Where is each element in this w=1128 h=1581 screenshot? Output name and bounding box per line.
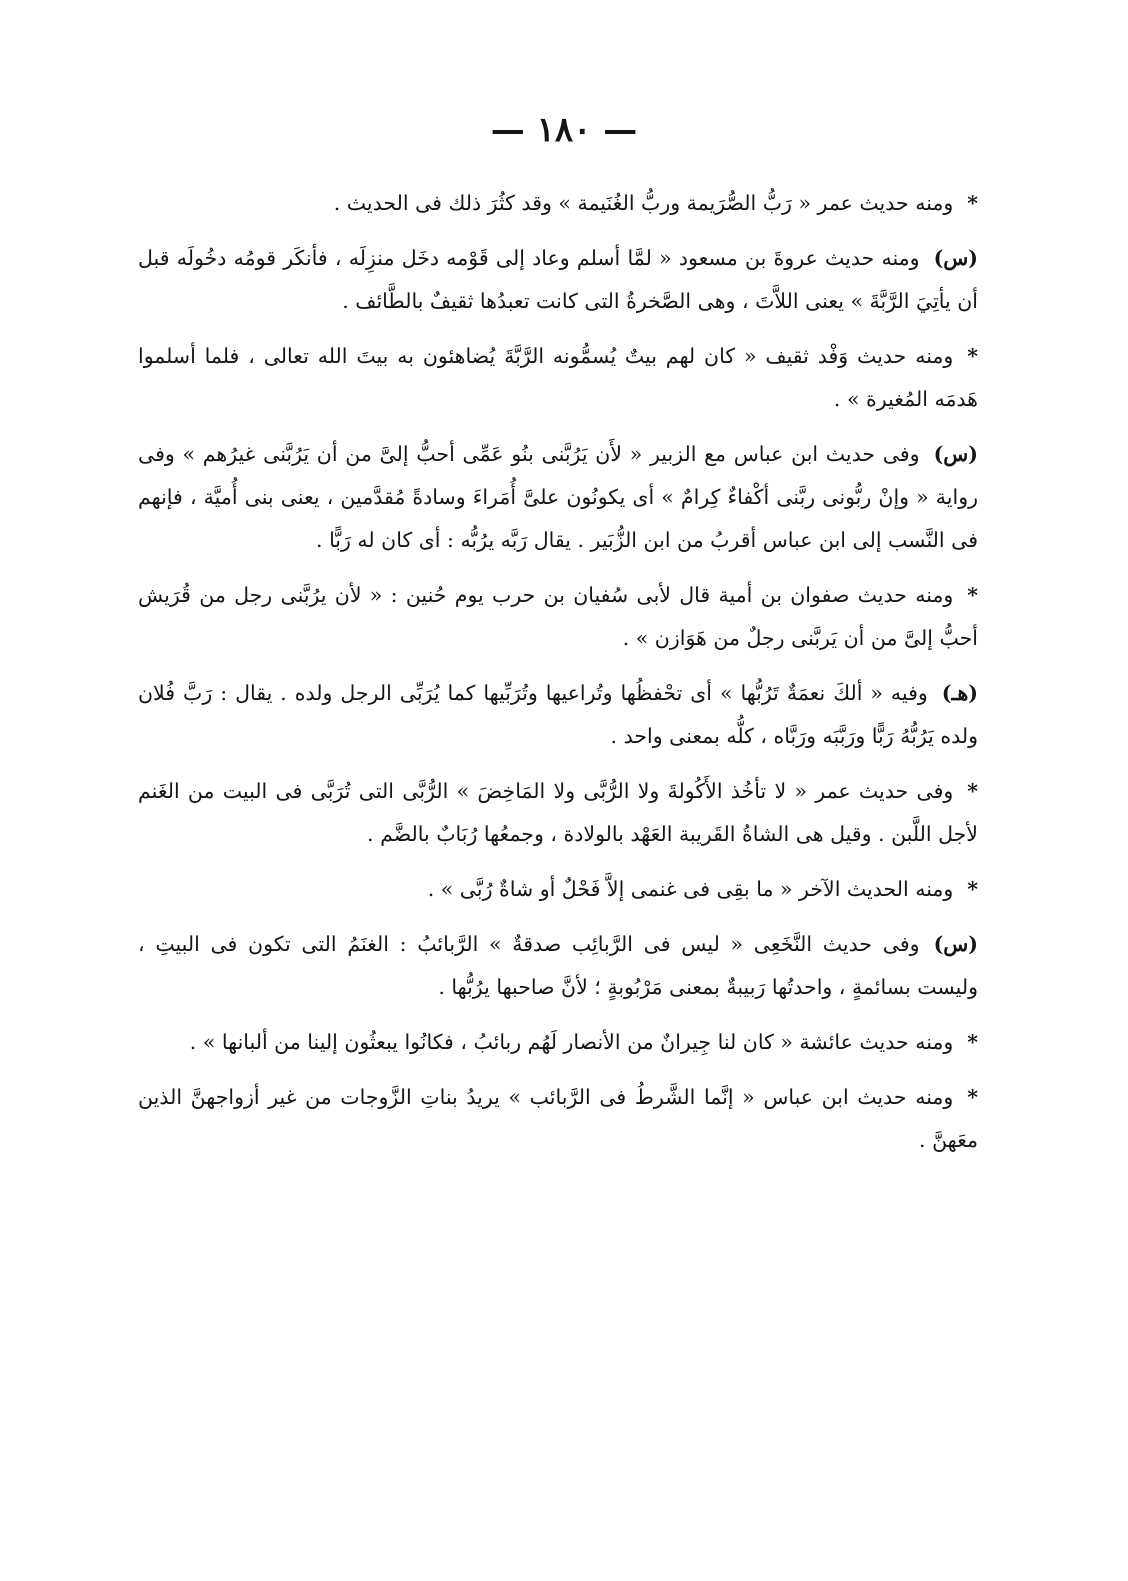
paragraph-marker: * [967, 191, 978, 215]
paragraph-9 [138, 923, 978, 1009]
paragraph-text: وفى حديث عمر « لا تأخُذ الأَكُولةَ ولا الرُّبَّى ولا المَاخِضَ » الرُّبَّى التى تُرَبَّى فى البيت من الغَنم لأجل اللَّبن . وقيل هى الشاةُ القَريبة العَهْد بالولادة ، وجمعُها رُبَابٌ بالضَّم . [138, 779, 978, 846]
paragraph-marker: * [967, 1030, 978, 1054]
paragraph-text: ومنه الحديث الآخر « ما بقِى فى غنمى إلاَّ فَحْلٌ أو شاةٌ رُبَّى » . [427, 877, 954, 901]
paragraph-text: ومنه حديث عمر « رَبُّ الصُّرَيمة وربُّ الغُنَيمة » وقد كثُرَ ذلك فى الحديث . [333, 191, 954, 215]
paragraph-marker: (س) [933, 246, 978, 270]
paragraph-text: ومنه حديث وَفْد ثقيف « كان لهم بيتٌ يُسمُّونه الرَّبَّةَ يُضاهئون به بيتَ الله تعالى ، فلما أسلموا هَدمَه المُغيرة » . [138, 344, 978, 411]
paragraph-marker: * [967, 779, 978, 803]
paragraph-marker: (هـ) [941, 681, 978, 705]
paragraph-text: وفيه « ألكَ نعمَةٌ تَرُبُّها » أى تحْفظُها وتُراعيها وتُرَبِّيها كما يُرَبِّى الرجل ولده . يقال : رَبَّ فُلان ولده يَرُبُّهُ رَبًّا ورَبَّبَه ورَبَّاه ، كلُّه بمعنى واحد . [138, 681, 978, 748]
body-text [138, 182, 978, 1174]
paragraph-text: ومنه حديث ابن عباس « إنَّما الشَّرطُ فى الرَّبائب » يريدُ بناتِ الزَّوجات من غير أزواجهنَّ الذين معَهنَّ . [138, 1085, 978, 1152]
paragraph-marker: * [967, 344, 978, 368]
paragraph-marker: (س) [933, 932, 978, 956]
paragraph-marker: (س) [933, 442, 978, 466]
paragraph-marker: * [967, 583, 978, 607]
paragraph-text: ومنه حديث عروةَ بن مسعود « لمَّا أسلم وعاد إلى قَوْمه دخَل منزِلَه ، فأنكَر قومُه دخُولَه قبل أن يأتِيَ الرَّبَّةَ » يعنى اللاَّتَ ، وهى الصَّخرةُ التى كانت تعبدُها ثقيفٌ بالطَّائف . [138, 246, 978, 313]
paragraph-text: وفى حديث النَّخَعِى « ليس فى الرَّبائِب صدقةٌ » الرَّبائبُ : الغنَمُ التى تكون فى البيتِ ، وليست بسائمةٍ ، واحدتُها رَبيبةٌ بمعنى مَرْبُوبةٍ ؛ لأنَّ صاحبها يرُبُّها . [138, 932, 978, 999]
paragraph-10 [138, 1021, 978, 1064]
paragraph-5 [138, 574, 978, 660]
paragraph-4 [138, 433, 978, 562]
paragraph-text: وفى حديث ابن عباس مع الزبير « لأَن يَرُبَّنى بنُو عَمِّى أحبُّ إلىَّ من أن يَرُبَّنى غيرُهم » وفى رواية « وإنْ ربُّونى ربَّنى أكْفاءٌ كِرامٌ » أى يكونُون علىَّ أُمَراءَ وسادةً مُقدَّمين ، يعنى بنى أُميَّة ، فإنهم فى النَّسب إلى ابن عباس أقربُ من ابن الزُّبَير . يقال رَبَّه يرُبُّه : أى كان له رَبًّا . [138, 442, 978, 552]
paragraph-3 [138, 335, 978, 421]
paragraph-6 [138, 672, 978, 758]
paragraph-marker: * [967, 1085, 978, 1109]
paragraph-text: ومنه حديث عائشة « كان لنا جِيرانٌ من الأنصار لَهُم ربائبُ ، فكانُوا يبعثُون إلينا من ألبانها » . [189, 1030, 954, 1054]
paragraph-8 [138, 868, 978, 911]
paragraph-2 [138, 237, 978, 323]
paragraph-text: ومنه حديث صفوان بن أمية قال لأبى سُفيان بن حرب يوم حُنين : « لأن يرُبَّنى رجل من قُرَيش أحبُّ إلىَّ من أن يَربَّنى رجلٌ من هَوَازن » . [138, 583, 978, 650]
paragraph-marker: * [967, 877, 978, 901]
paragraph-1 [138, 182, 978, 225]
paragraph-11 [138, 1076, 978, 1162]
paragraph-7 [138, 770, 978, 856]
page-number: — ١٨٠ — [490, 110, 638, 150]
